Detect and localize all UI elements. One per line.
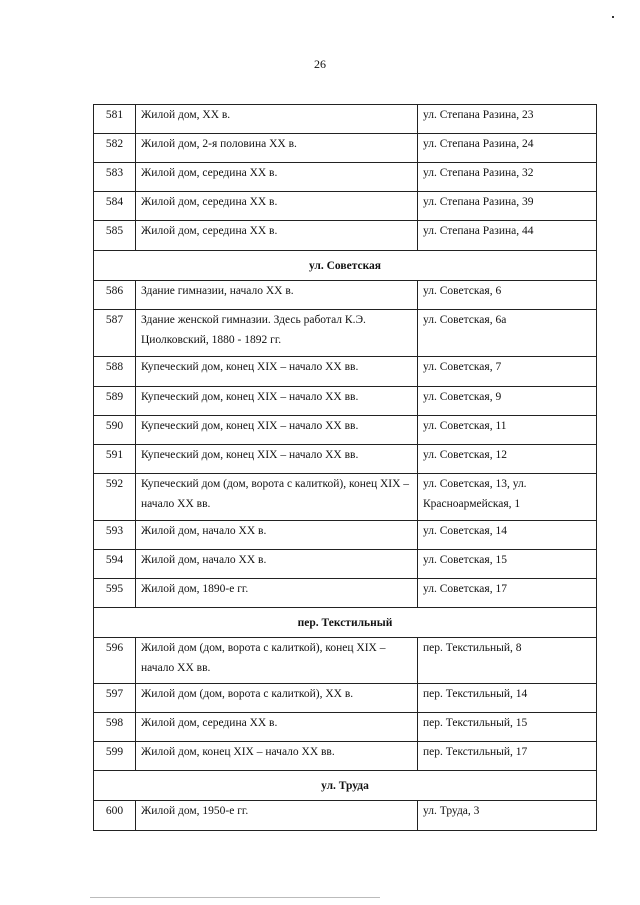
item-number: 589 bbox=[94, 387, 136, 416]
heritage-registry-table bbox=[93, 104, 597, 831]
item-number: 596 bbox=[94, 638, 136, 684]
item-address: пер. Текстильный, 14 bbox=[418, 684, 597, 713]
table-row bbox=[94, 684, 597, 713]
table-row bbox=[94, 163, 597, 192]
item-address: ул. Труда, 3 bbox=[418, 801, 597, 831]
item-address: ул. Советская, 14 bbox=[418, 521, 597, 550]
item-description: Купеческий дом, конец XIX – начало XX вв. bbox=[136, 387, 418, 416]
item-description: Жилой дом, середина XX в. bbox=[136, 192, 418, 221]
street-section-title: ул. Труда bbox=[94, 771, 597, 801]
table-row bbox=[94, 387, 597, 416]
item-address: ул. Советская, 11 bbox=[418, 416, 597, 445]
street-section-row bbox=[94, 608, 597, 638]
item-address: ул. Советская, 7 bbox=[418, 357, 597, 387]
item-address: ул. Советская, 15 bbox=[418, 550, 597, 579]
street-section-row bbox=[94, 251, 597, 281]
table-row bbox=[94, 221, 597, 251]
table-row bbox=[94, 281, 597, 310]
item-address: пер. Текстильный, 15 bbox=[418, 713, 597, 742]
item-number: 590 bbox=[94, 416, 136, 445]
item-description: Жилой дом (дом, ворота с калиткой), конец XIX – начало XX вв. bbox=[136, 638, 418, 684]
item-description: Жилой дом, 1950-е гг. bbox=[136, 801, 418, 831]
item-address: ул. Степана Разина, 32 bbox=[418, 163, 597, 192]
item-number: 597 bbox=[94, 684, 136, 713]
item-description: Жилой дом, середина XX в. bbox=[136, 713, 418, 742]
page-number: 26 bbox=[314, 57, 326, 71]
item-description: Здание женской гимназии. Здесь работал К.Э. Циолковский, 1880 - 1892 гг. bbox=[136, 310, 418, 357]
item-description: Жилой дом, XX в. bbox=[136, 105, 418, 134]
item-address: ул. Советская, 9 bbox=[418, 387, 597, 416]
table-row bbox=[94, 474, 597, 521]
table-row bbox=[94, 416, 597, 445]
item-number: 595 bbox=[94, 579, 136, 608]
table-row bbox=[94, 713, 597, 742]
item-number: 583 bbox=[94, 163, 136, 192]
item-description: Здание гимназии, начало XX в. bbox=[136, 281, 418, 310]
item-address: ул. Советская, 17 bbox=[418, 579, 597, 608]
item-description: Жилой дом (дом, ворота с калиткой), XX в. bbox=[136, 684, 418, 713]
street-section-title: пер. Текстильный bbox=[94, 608, 597, 638]
item-number: 581 bbox=[94, 105, 136, 134]
item-number: 585 bbox=[94, 221, 136, 251]
table-row bbox=[94, 192, 597, 221]
item-address: ул. Степана Разина, 39 bbox=[418, 192, 597, 221]
item-number: 588 bbox=[94, 357, 136, 387]
item-number: 582 bbox=[94, 134, 136, 163]
item-number: 586 bbox=[94, 281, 136, 310]
registry-table-body bbox=[94, 105, 597, 831]
item-address: пер. Текстильный, 8 bbox=[418, 638, 597, 684]
street-section-title: ул. Советская bbox=[94, 251, 597, 281]
item-description: Жилой дом, середина XX в. bbox=[136, 221, 418, 251]
table-row bbox=[94, 579, 597, 608]
table-row bbox=[94, 638, 597, 684]
item-address: пер. Текстильный, 17 bbox=[418, 742, 597, 771]
item-description: Купеческий дом, конец XIX – начало XX вв. bbox=[136, 357, 418, 387]
item-number: 584 bbox=[94, 192, 136, 221]
item-number: 599 bbox=[94, 742, 136, 771]
item-address: ул. Советская, 6а bbox=[418, 310, 597, 357]
item-description: Жилой дом, 1890-е гг. bbox=[136, 579, 418, 608]
item-description: Купеческий дом, конец XIX – начало XX вв. bbox=[136, 416, 418, 445]
table-row bbox=[94, 550, 597, 579]
table-row bbox=[94, 105, 597, 134]
table-row bbox=[94, 445, 597, 474]
item-description: Жилой дом, начало XX в. bbox=[136, 550, 418, 579]
item-address: ул. Степана Разина, 24 bbox=[418, 134, 597, 163]
item-address: ул. Степана Разина, 23 bbox=[418, 105, 597, 134]
item-number: 591 bbox=[94, 445, 136, 474]
item-description: Жилой дом, 2-я половина XX в. bbox=[136, 134, 418, 163]
table-row bbox=[94, 134, 597, 163]
table-row bbox=[94, 521, 597, 550]
scan-mark bbox=[612, 16, 614, 18]
item-address: ул. Советская, 12 bbox=[418, 445, 597, 474]
item-description: Жилой дом, середина XX в. bbox=[136, 163, 418, 192]
item-number: 594 bbox=[94, 550, 136, 579]
item-description: Жилой дом, начало XX в. bbox=[136, 521, 418, 550]
table-row bbox=[94, 801, 597, 831]
item-number: 593 bbox=[94, 521, 136, 550]
page-bottom-rule bbox=[90, 897, 380, 898]
item-description: Купеческий дом (дом, ворота с калиткой), конец XIX – начало XX вв. bbox=[136, 474, 418, 521]
item-number: 587 bbox=[94, 310, 136, 357]
item-address: ул. Советская, 6 bbox=[418, 281, 597, 310]
item-description: Жилой дом, конец XIX – начало XX вв. bbox=[136, 742, 418, 771]
item-number: 592 bbox=[94, 474, 136, 521]
item-number: 600 bbox=[94, 801, 136, 831]
table-row bbox=[94, 742, 597, 771]
item-address: ул. Советская, 13, ул. Красноармейская, 1 bbox=[418, 474, 597, 521]
item-address: ул. Степана Разина, 44 bbox=[418, 221, 597, 251]
item-description: Купеческий дом, конец XIX – начало XX вв. bbox=[136, 445, 418, 474]
street-section-row bbox=[94, 771, 597, 801]
table-row bbox=[94, 357, 597, 387]
table-row bbox=[94, 310, 597, 357]
item-number: 598 bbox=[94, 713, 136, 742]
